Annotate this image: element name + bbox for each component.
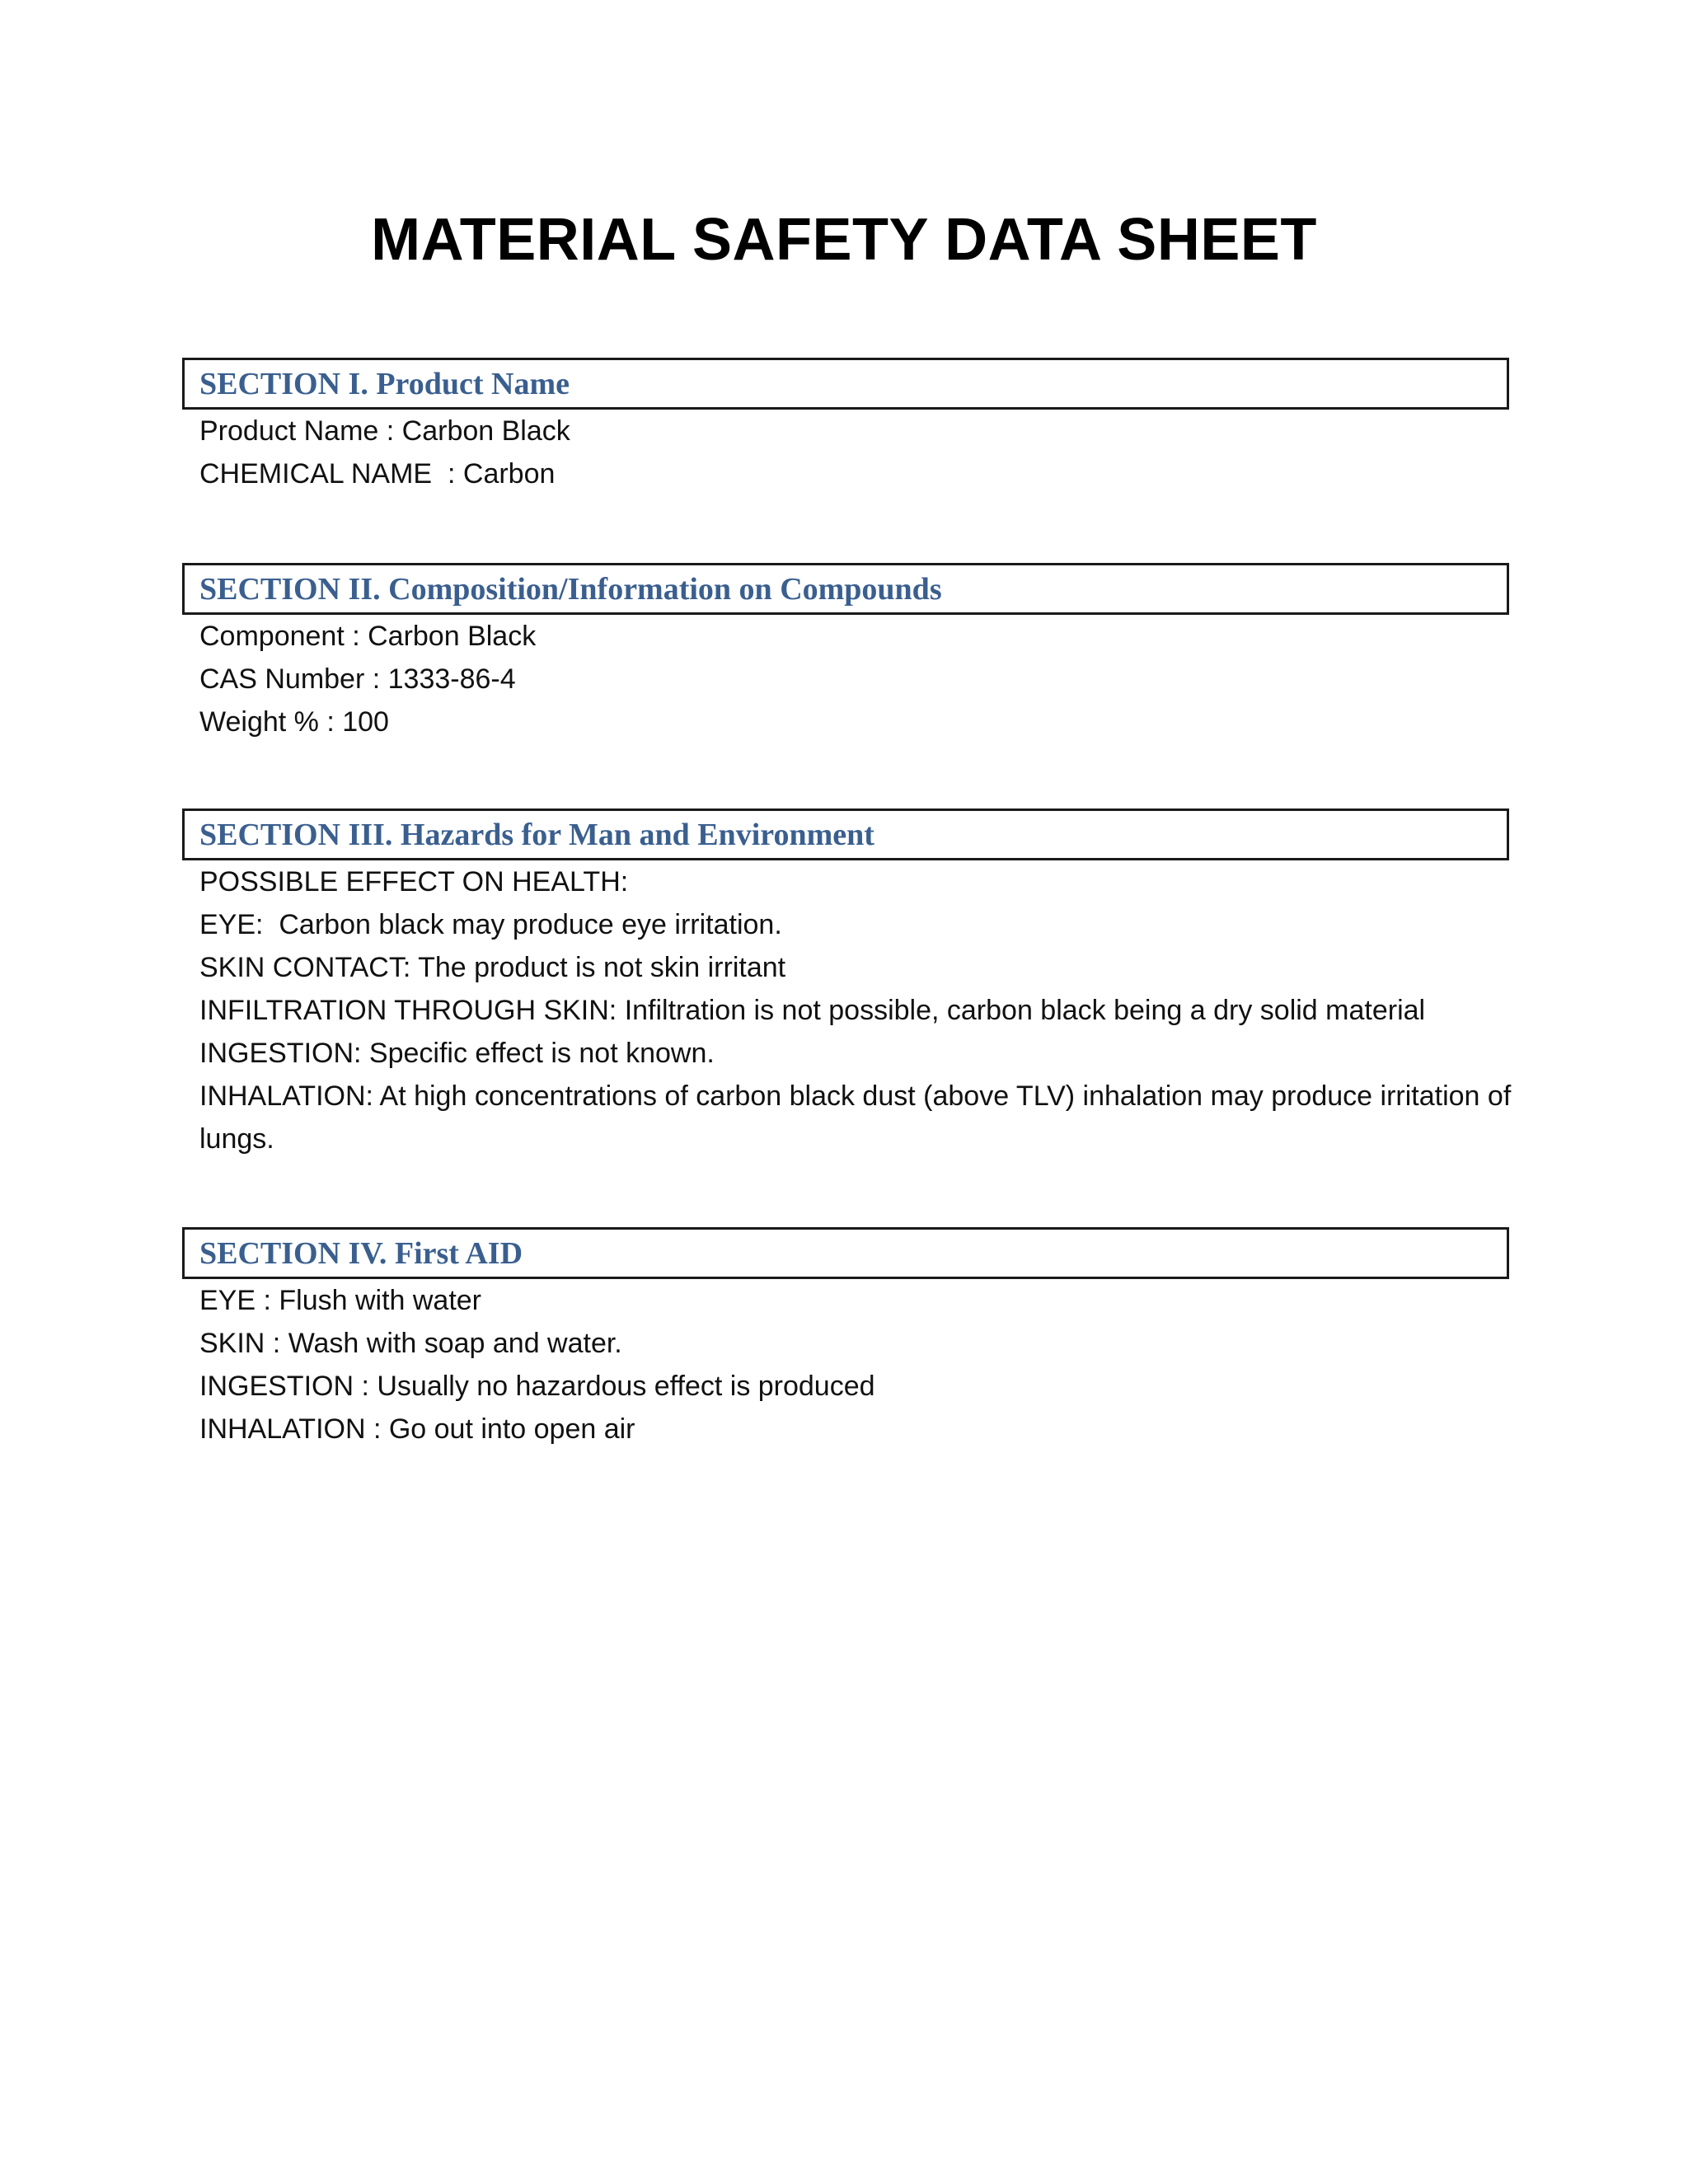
section-header <box>182 358 1509 410</box>
section-body <box>182 410 1514 495</box>
chemical-name-line: CHEMICAL NAME : Carbon <box>199 458 556 490</box>
ingestion-hazard-line: INGESTION: Specific effect is not known. <box>199 1038 715 1069</box>
section-body <box>182 615 1514 743</box>
section-heading: SECTION IV. First AID <box>199 1235 523 1271</box>
cas-number-line: CAS Number : 1333-86-4 <box>199 663 516 695</box>
component-line: Component : Carbon Black <box>199 621 537 652</box>
section-header <box>182 808 1509 860</box>
skin-first-aid-line: SKIN : Wash with soap and water. <box>199 1328 622 1359</box>
section-first-aid <box>182 1227 1509 1451</box>
inhalation-first-aid-line: INHALATION : Go out into open air <box>199 1413 635 1445</box>
document-title: MATERIAL SAFETY DATA SHEET <box>371 207 1317 273</box>
inhalation-hazard-line: INHALATION: At high concentrations of carbon black dust (above TLV) inhalation may produce irritation of lungs. <box>199 1080 1512 1155</box>
section-body <box>182 1279 1514 1451</box>
section-product-name <box>182 358 1509 495</box>
section-body <box>182 860 1514 1160</box>
eye-first-aid-line: EYE : Flush with water <box>199 1285 482 1316</box>
infiltration-line: INFILTRATION THROUGH SKIN: Infiltration is not possible, carbon black being a dry solid material <box>199 995 1426 1026</box>
section-heading: SECTION II. Composition/Information on Compounds <box>199 571 942 607</box>
section-header <box>182 563 1509 615</box>
section-composition <box>182 563 1509 743</box>
weight-line: Weight % : 100 <box>199 706 389 738</box>
possible-effect-line: POSSIBLE EFFECT ON HEALTH: <box>199 866 629 898</box>
section-header <box>182 1227 1509 1279</box>
section-heading: SECTION III. Hazards for Man and Environment <box>199 817 874 852</box>
ingestion-first-aid-line: INGESTION : Usually no hazardous effect is produced <box>199 1371 875 1402</box>
skin-contact-line: SKIN CONTACT: The product is not skin irritant <box>199 952 786 983</box>
section-heading: SECTION I. Product Name <box>199 366 570 401</box>
product-name-line: Product Name : Carbon Black <box>199 415 570 447</box>
section-hazards <box>182 808 1512 1160</box>
eye-hazard-line: EYE: Carbon black may produce eye irritation. <box>199 909 782 940</box>
